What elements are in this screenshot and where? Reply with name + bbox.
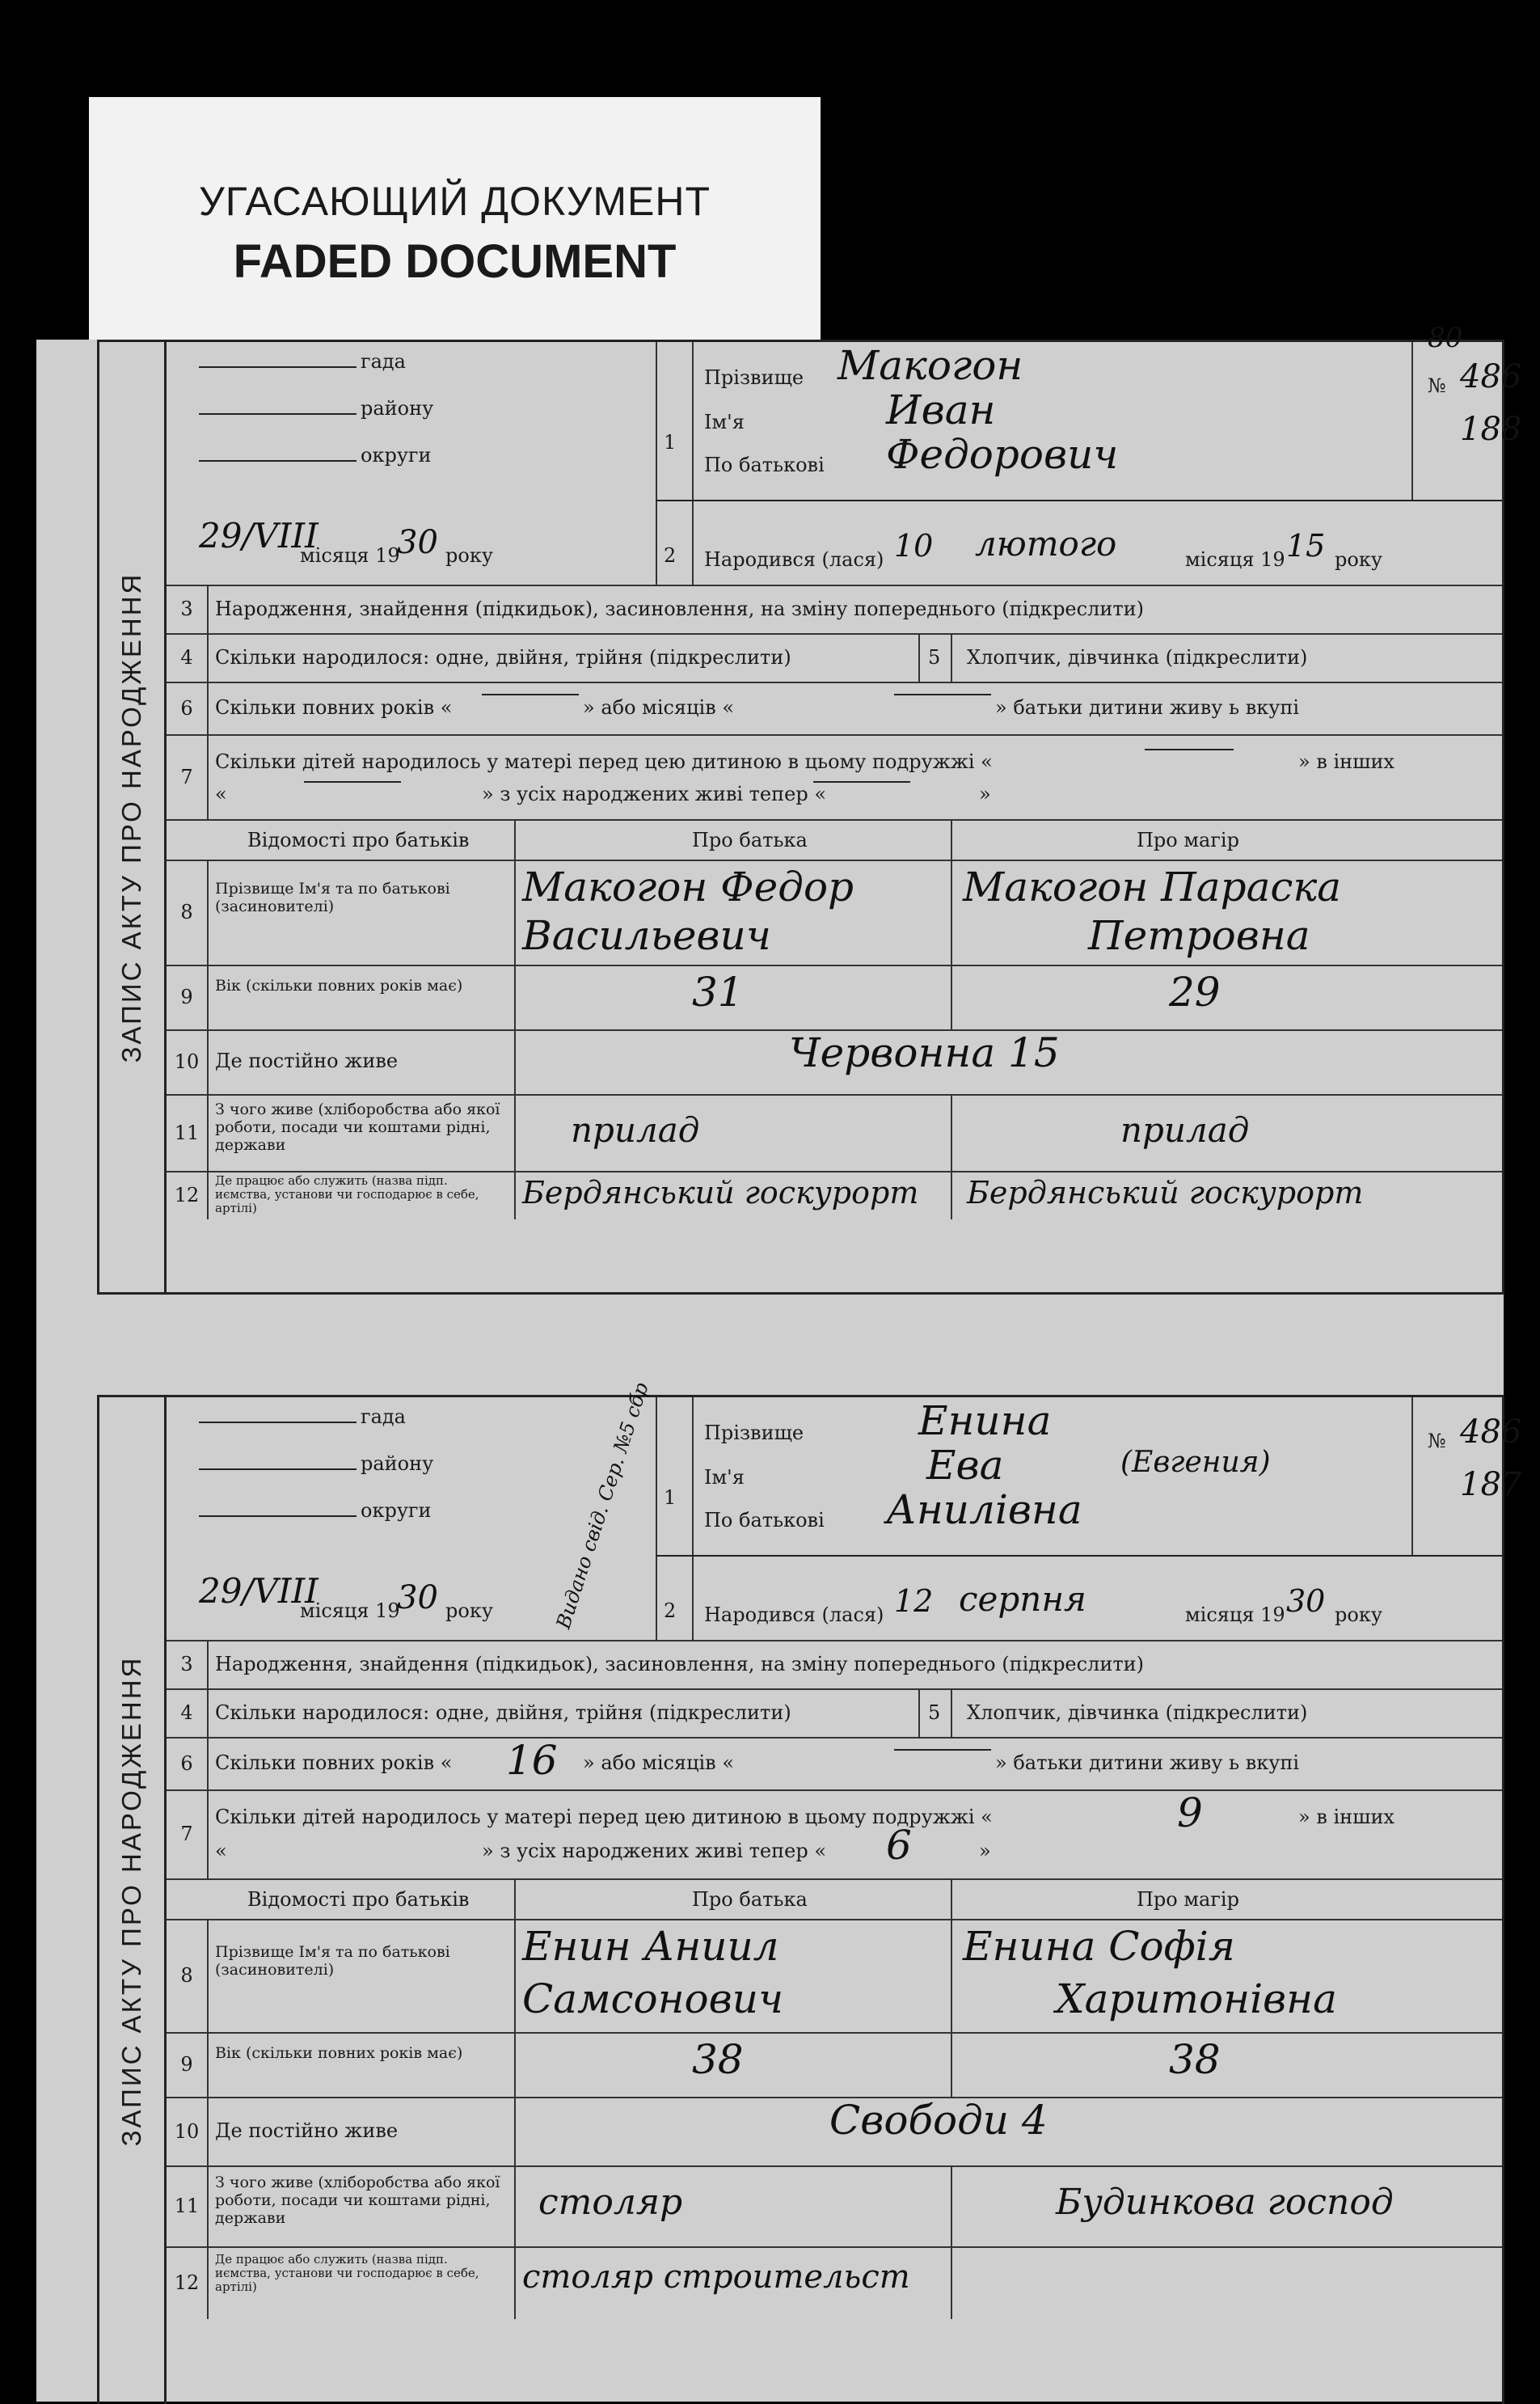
registration-date: 29/VIII bbox=[199, 516, 319, 556]
label-patronymic-2: По батькові bbox=[704, 1509, 825, 1532]
row-7-e-2: » bbox=[979, 1840, 991, 1862]
label-surname: Прізвище bbox=[704, 366, 804, 389]
child-surname: Макогон bbox=[838, 342, 1023, 389]
row-num-4: 4 bbox=[167, 633, 209, 682]
row-num-1-b: 1 bbox=[664, 1486, 677, 1509]
label-gada-2: гада bbox=[361, 1405, 406, 1428]
row-4-text: Скільки народилося: одне, двійня, трійня (підкреслити) bbox=[215, 646, 791, 669]
father-work: Бердянський госкурорт bbox=[522, 1175, 919, 1210]
archive-label-en: FADED DOCUMENT bbox=[233, 235, 677, 288]
row-num-2-b: 2 bbox=[664, 1599, 677, 1622]
father-name-1: Макогон Федор bbox=[522, 864, 854, 910]
registration-date-2: 29/VIII bbox=[199, 1571, 319, 1611]
label-name: Ім'я bbox=[704, 411, 745, 433]
label-name-2: Ім'я bbox=[704, 1466, 745, 1489]
row-num-6-b: 6 bbox=[167, 1737, 209, 1789]
row-6-a-2: Скільки повних років « bbox=[215, 1751, 453, 1774]
child-surname-2: Енина bbox=[918, 1397, 1052, 1444]
row-num-12: 12 bbox=[167, 1171, 209, 1219]
row-7-c-2: « bbox=[215, 1840, 227, 1862]
row-num-4-b: 4 bbox=[167, 1688, 209, 1737]
label-rayonu: району bbox=[361, 397, 434, 420]
child-name-note: (Евгения) bbox=[1120, 1446, 1271, 1479]
label-gada: гада bbox=[361, 350, 406, 373]
father-work-2: столяр строительст bbox=[522, 2258, 910, 2296]
mother-work: Бердянський госкурорт bbox=[967, 1175, 1364, 1210]
father-occupation: прилад bbox=[571, 1110, 700, 1150]
header-mother: Про магір bbox=[1137, 829, 1239, 851]
mother-age: 29 bbox=[1169, 969, 1221, 1016]
label-okrugy-2: округи bbox=[361, 1499, 432, 1522]
registration-year-2: 30 bbox=[397, 1579, 438, 1616]
row-num-1: 1 bbox=[664, 431, 677, 454]
document-sheet bbox=[36, 322, 1522, 2402]
header-mother-2: Про магір bbox=[1137, 1888, 1239, 1911]
mother-occupation-2: Будинкова господ bbox=[1056, 2182, 1394, 2223]
row-7-b-2: » в інших bbox=[1298, 1806, 1394, 1828]
row-num-7-b: 7 bbox=[167, 1789, 209, 1878]
father-name-1-b: Енин Аниил bbox=[522, 1923, 779, 1970]
birth-year-2: 30 bbox=[1286, 1583, 1326, 1619]
birth-month-2: серпня bbox=[959, 1579, 1086, 1619]
child-patronymic-2: Анилівна bbox=[886, 1486, 1082, 1533]
row-num-2: 2 bbox=[664, 544, 677, 567]
row-7-d: » з усіх народжених живі тепер « bbox=[482, 783, 827, 805]
header-father-2: Про батька bbox=[692, 1888, 808, 1911]
mother-name-1-b: Енина Софія bbox=[963, 1923, 1235, 1970]
row-3-text: Народження, знайдення (підкидьок), засиновлення, на зміну попереднього (підкреслити) bbox=[215, 598, 1144, 620]
row-7-e: » bbox=[979, 783, 991, 805]
label-born: Народився (лася) bbox=[704, 548, 884, 571]
label-month-3: місяця 19 bbox=[300, 1599, 400, 1622]
side-title-2: ЗАПИС АКТУ ПРО НАРОДЖЕННЯ bbox=[99, 1397, 167, 2404]
label-okrugy: округи bbox=[361, 444, 432, 467]
label-month-2: місяця 19 bbox=[1185, 548, 1285, 571]
row-6-a: Скільки повних років « bbox=[215, 696, 453, 719]
side-title: ЗАПИС АКТУ ПРО НАРОДЖЕННЯ bbox=[99, 342, 167, 1292]
birth-record-1 bbox=[97, 322, 1522, 1295]
row-num-12-b: 12 bbox=[167, 2246, 209, 2319]
row-num-3-b: 3 bbox=[167, 1640, 209, 1688]
mother-name-1: Макогон Параска bbox=[963, 864, 1342, 910]
row-num-5-b: 5 bbox=[928, 1701, 941, 1724]
row-7-d-2: » з усіх народжених живі тепер « bbox=[482, 1840, 827, 1862]
record-number-top: 486 bbox=[1460, 358, 1522, 395]
father-name-2: Васильевич bbox=[522, 912, 771, 959]
row-num-5: 5 bbox=[928, 646, 941, 669]
header-info-2: Відомості про батьків bbox=[247, 1888, 470, 1911]
label-year-4: року bbox=[1335, 1603, 1382, 1626]
children-alive: 6 bbox=[886, 1822, 912, 1869]
row-num-8-b: 8 bbox=[167, 1919, 209, 2032]
address-2: Свободи 4 bbox=[829, 2097, 1048, 2144]
label-born-2: Народився (лася) bbox=[704, 1603, 884, 1626]
row-num-11-b: 11 bbox=[167, 2165, 209, 2246]
label-surname-2: Прізвище bbox=[704, 1422, 804, 1444]
row-9-text-2: Вік (скільки повних років має) bbox=[215, 2044, 463, 2062]
birth-day: 10 bbox=[894, 528, 934, 564]
row-num-10: 10 bbox=[167, 1029, 209, 1094]
record-number-bottom-2: 187 bbox=[1460, 1466, 1522, 1503]
father-name-2-b: Самсонович bbox=[522, 1975, 784, 2022]
row-10-text: Де постійно живе bbox=[215, 1050, 399, 1072]
row-7-a-2: Скільки дітей народилось у матері перед цею дитиною в цьому подружжі « bbox=[215, 1806, 993, 1828]
row-6-b-2: » або місяців « bbox=[583, 1751, 735, 1774]
birth-day-2: 12 bbox=[894, 1583, 934, 1619]
row-3-text-2: Народження, знайдення (підкидьок), засиновлення, на зміну попереднього (підкреслити) bbox=[215, 1653, 1144, 1675]
years-together: 16 bbox=[506, 1737, 558, 1784]
row-5-text: Хлопчик, дівчинка (підкреслити) bbox=[967, 646, 1308, 669]
record-number-bottom: 188 bbox=[1460, 411, 1522, 448]
corner-number: 80 bbox=[1428, 322, 1463, 354]
row-num-6: 6 bbox=[167, 682, 209, 734]
issued-stamp: Видано свід. Сер. №5 сбр bbox=[551, 1379, 653, 1632]
row-num-3: 3 bbox=[167, 585, 209, 633]
row-num-11: 11 bbox=[167, 1094, 209, 1171]
mother-occupation: прилад bbox=[1120, 1110, 1250, 1150]
row-num-8: 8 bbox=[167, 860, 209, 965]
archive-label-ru: УГАСАЮЩИЙ ДОКУМЕНТ bbox=[198, 179, 711, 224]
row-6-b: » або місяців « bbox=[583, 696, 735, 719]
father-age: 31 bbox=[692, 969, 744, 1016]
label-month: місяця 19 bbox=[300, 544, 400, 567]
label-month-4: місяця 19 bbox=[1185, 1603, 1285, 1626]
row-8-text-2: Прізвище Ім'я та по батькові (засиновителі) bbox=[215, 1943, 450, 1979]
row-7-b: » в інших bbox=[1298, 750, 1394, 773]
row-12-text-2: Де працює або служить (назва підп. иємства, установи чи господарює в себе, артілі) bbox=[215, 2252, 479, 2294]
row-12-text: Де працює або служить (назва підп. иємства, установи чи господарює в себе, артілі) bbox=[215, 1173, 479, 1215]
label-number-2: № bbox=[1428, 1430, 1446, 1452]
row-6-c: » батьки дитини живу ь вкупі bbox=[995, 696, 1300, 719]
address: Червонна 15 bbox=[789, 1029, 1060, 1076]
father-occupation-2: столяр bbox=[538, 2182, 683, 2223]
children-before: 9 bbox=[1177, 1789, 1203, 1836]
birth-year: 15 bbox=[1286, 528, 1326, 564]
label-year-3: року bbox=[445, 1599, 493, 1622]
header-father: Про батька bbox=[692, 829, 808, 851]
birth-month: лютого bbox=[975, 524, 1117, 564]
label-year: року bbox=[445, 544, 493, 567]
archive-label bbox=[89, 97, 821, 356]
row-6-c-2: » батьки дитини живу ь вкупі bbox=[995, 1751, 1300, 1774]
row-5-text-2: Хлопчик, дівчинка (підкреслити) bbox=[967, 1701, 1308, 1724]
mother-name-2-b: Харитонівна bbox=[1056, 1975, 1337, 2022]
header-info: Відомості про батьків bbox=[247, 829, 470, 851]
row-num-7: 7 bbox=[167, 734, 209, 819]
row-7-c: « bbox=[215, 783, 227, 805]
row-4-text-2: Скільки народилося: одне, двійня, трійня (підкреслити) bbox=[215, 1701, 791, 1724]
child-patronymic: Федорович bbox=[886, 431, 1119, 478]
row-num-10-b: 10 bbox=[167, 2097, 209, 2165]
birth-record-2 bbox=[97, 1379, 1522, 2404]
row-8-text: Прізвище Ім'я та по батькові (засиновителі) bbox=[215, 880, 450, 915]
row-11-text: З чого живе (хліборобства або якої роботи, посади чи коштами рідні, держави bbox=[215, 1101, 500, 1154]
label-number: № bbox=[1428, 374, 1446, 397]
row-10-text-2: Де постійно живе bbox=[215, 2119, 399, 2142]
child-name-2: Ева bbox=[926, 1442, 1004, 1489]
label-patronymic: По батькові bbox=[704, 454, 825, 476]
mother-age-2: 38 bbox=[1169, 2036, 1221, 2083]
child-name: Иван bbox=[886, 387, 996, 433]
row-num-9: 9 bbox=[167, 965, 209, 1029]
row-11-text-2: З чого живе (хліборобства або якої роботи, посади чи коштами рідні, держави bbox=[215, 2174, 500, 2227]
registration-year: 30 bbox=[397, 524, 438, 561]
label-rayonu-2: району bbox=[361, 1452, 434, 1475]
row-7-a: Скільки дітей народилось у матері перед цею дитиною в цьому подружжі « bbox=[215, 750, 993, 773]
label-year-2: року bbox=[1335, 548, 1382, 571]
row-num-9-b: 9 bbox=[167, 2032, 209, 2097]
row-9-text: Вік (скільки повних років має) bbox=[215, 977, 463, 995]
mother-name-2: Петровна bbox=[1088, 912, 1310, 959]
record-number-top-2: 486 bbox=[1460, 1413, 1522, 1451]
father-age-2: 38 bbox=[692, 2036, 744, 2083]
